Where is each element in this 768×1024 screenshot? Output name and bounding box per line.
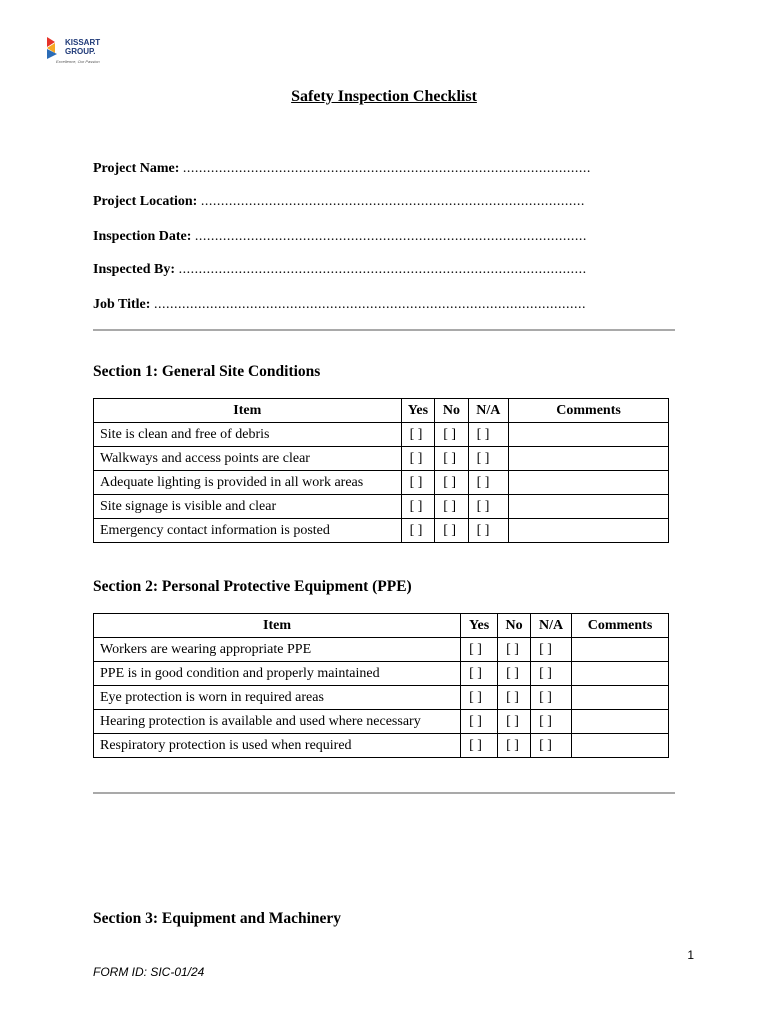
logo-line-1: KISSART <box>65 38 101 47</box>
logo-tagline: Excellence, Our Passion <box>56 59 100 64</box>
no-checkbox[interactable]: [ ] <box>498 638 531 662</box>
field-fill-line: ...................................................................................................... <box>182 161 591 176</box>
col-header-item: Item <box>94 614 461 638</box>
item-text: Walkways and access points are clear <box>94 447 402 471</box>
yes-checkbox[interactable]: [ ] <box>401 471 435 495</box>
field-label: Inspected By: <box>93 262 176 277</box>
field-label: Project Name: <box>93 161 180 176</box>
page-title: Safety Inspection Checklist <box>291 88 477 105</box>
section-2-title: Section 2: Personal Protective Equipment (PPE) <box>93 578 412 595</box>
field-inspection-date <box>93 229 599 245</box>
field-label: Project Location: <box>93 194 198 209</box>
table-row <box>94 686 669 710</box>
no-checkbox[interactable]: [ ] <box>498 686 531 710</box>
comments-cell[interactable] <box>572 734 669 758</box>
comments-cell[interactable] <box>572 710 669 734</box>
page-number: 1 <box>687 948 694 962</box>
na-checkbox[interactable]: [ ] <box>468 423 508 447</box>
table-header-row <box>94 399 669 423</box>
item-text: Workers are wearing appropriate PPE <box>94 638 461 662</box>
form-id: FORM ID: SIC-01/24 <box>93 965 205 979</box>
divider <box>93 792 675 794</box>
field-label: Job Title: <box>93 297 151 312</box>
field-fill-line: .................................................................................................. <box>194 229 587 244</box>
comments-cell[interactable] <box>509 495 669 519</box>
field-fill-line: ................................................................................................ <box>200 194 585 209</box>
col-header-na: N/A <box>468 399 508 423</box>
field-fill-line: ............................................................................................................ <box>153 297 586 312</box>
no-checkbox[interactable]: [ ] <box>498 710 531 734</box>
table-row <box>94 495 669 519</box>
comments-cell[interactable] <box>572 638 669 662</box>
table-row <box>94 447 669 471</box>
section-1-title: Section 1: General Site Conditions <box>93 363 321 380</box>
yes-checkbox[interactable]: [ ] <box>401 447 435 471</box>
yes-checkbox[interactable]: [ ] <box>401 423 435 447</box>
logo-line-2: GROUP. <box>65 47 96 56</box>
table-row <box>94 734 669 758</box>
field-project-name <box>93 161 599 177</box>
col-header-item: Item <box>94 399 402 423</box>
col-header-no: No <box>498 614 531 638</box>
section-1-table <box>93 398 669 543</box>
table-row <box>94 710 669 734</box>
item-text: Respiratory protection is used when required <box>94 734 461 758</box>
na-checkbox[interactable]: [ ] <box>468 471 508 495</box>
item-text: Hearing protection is available and used where necessary <box>94 710 461 734</box>
na-checkbox[interactable]: [ ] <box>531 710 572 734</box>
table-row <box>94 471 669 495</box>
na-checkbox[interactable]: [ ] <box>531 638 572 662</box>
comments-cell[interactable] <box>509 471 669 495</box>
table-row <box>94 519 669 543</box>
no-checkbox[interactable]: [ ] <box>435 447 468 471</box>
item-text: Site is clean and free of debris <box>94 423 402 447</box>
comments-cell[interactable] <box>509 423 669 447</box>
no-checkbox[interactable]: [ ] <box>435 423 468 447</box>
yes-checkbox[interactable]: [ ] <box>461 710 498 734</box>
no-checkbox[interactable]: [ ] <box>498 662 531 686</box>
col-header-yes: Yes <box>401 399 435 423</box>
item-text: Eye protection is worn in required areas <box>94 686 461 710</box>
na-checkbox[interactable]: [ ] <box>468 447 508 471</box>
na-checkbox[interactable]: [ ] <box>468 519 508 543</box>
section-2-table <box>93 613 669 758</box>
company-logo <box>46 24 132 70</box>
comments-cell[interactable] <box>509 519 669 543</box>
col-header-comments: Comments <box>509 399 669 423</box>
logo-mark-icon <box>47 37 63 59</box>
no-checkbox[interactable]: [ ] <box>435 471 468 495</box>
table-row <box>94 662 669 686</box>
table-header-row <box>94 614 669 638</box>
item-text: Site signage is visible and clear <box>94 495 402 519</box>
item-text: Emergency contact information is posted <box>94 519 402 543</box>
yes-checkbox[interactable]: [ ] <box>401 519 435 543</box>
field-fill-line: ...................................................................................................... <box>178 262 587 277</box>
comments-cell[interactable] <box>572 686 669 710</box>
item-text: PPE is in good condition and properly maintained <box>94 662 461 686</box>
item-text: Adequate lighting is provided in all work areas <box>94 471 402 495</box>
comments-cell[interactable] <box>572 662 669 686</box>
table-row <box>94 423 669 447</box>
logo-wordmark <box>65 38 100 56</box>
yes-checkbox[interactable]: [ ] <box>461 662 498 686</box>
na-checkbox[interactable]: [ ] <box>468 495 508 519</box>
col-header-yes: Yes <box>461 614 498 638</box>
field-label: Inspection Date: <box>93 229 192 244</box>
col-header-comments: Comments <box>572 614 669 638</box>
col-header-no: No <box>435 399 468 423</box>
col-header-na: N/A <box>531 614 572 638</box>
no-checkbox[interactable]: [ ] <box>498 734 531 758</box>
yes-checkbox[interactable]: [ ] <box>461 734 498 758</box>
yes-checkbox[interactable]: [ ] <box>401 495 435 519</box>
table-row <box>94 638 669 662</box>
no-checkbox[interactable]: [ ] <box>435 519 468 543</box>
no-checkbox[interactable]: [ ] <box>435 495 468 519</box>
na-checkbox[interactable]: [ ] <box>531 734 572 758</box>
field-job-title <box>93 297 599 313</box>
field-project-location <box>93 194 599 210</box>
yes-checkbox[interactable]: [ ] <box>461 686 498 710</box>
comments-cell[interactable] <box>509 447 669 471</box>
field-inspected-by <box>93 262 599 278</box>
yes-checkbox[interactable]: [ ] <box>461 638 498 662</box>
na-checkbox[interactable]: [ ] <box>531 686 572 710</box>
na-checkbox[interactable]: [ ] <box>531 662 572 686</box>
divider <box>93 329 675 331</box>
section-3-title: Section 3: Equipment and Machinery <box>93 910 342 927</box>
